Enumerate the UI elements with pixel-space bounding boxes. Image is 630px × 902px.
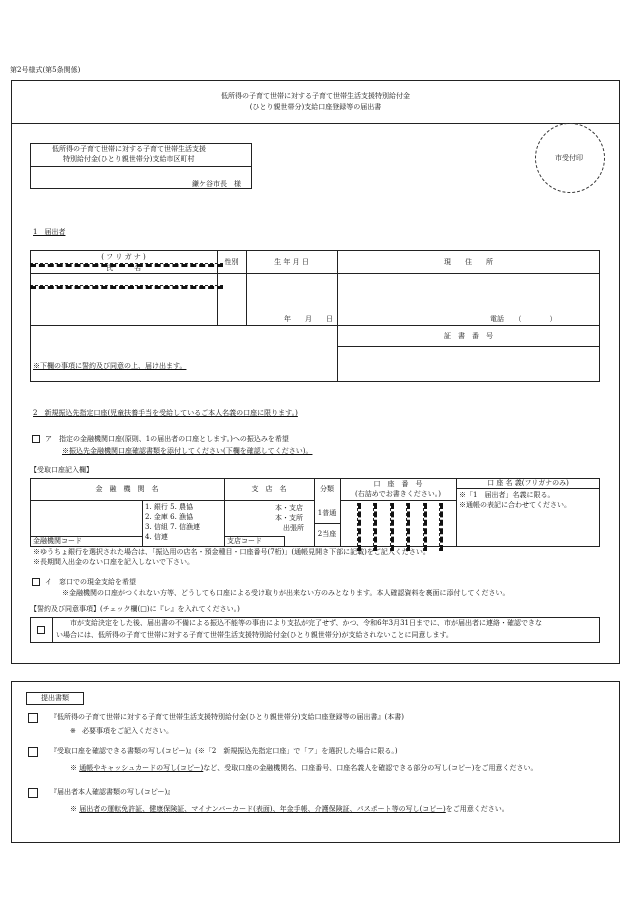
account-number-header-divider xyxy=(340,500,456,501)
applicant-row-divider xyxy=(30,325,600,326)
account-section-label: 【受取口座記入欄】 xyxy=(30,466,93,474)
oath-note: ※下欄の事項に誓約及び同意の上、届け出ます。 xyxy=(33,362,187,370)
addressee-line2: 特別給付金(ひとり親世帯分)支給市区町村 xyxy=(63,155,195,163)
col-number-subheader: (右詰めでお書きください。) xyxy=(355,490,441,498)
submission-item-3: 『届出者本人確認書類の写し(コピー)』 xyxy=(50,788,175,796)
submission-note-mark-1: ※ xyxy=(70,727,76,735)
submission-frame xyxy=(11,681,620,843)
account-holder-input[interactable] xyxy=(457,512,599,546)
gender-label: 性別 xyxy=(224,258,239,266)
submission-item-2: 『受取口座を確認できる書類の写し(コピー)』(※「2 新規振込先指定口座」で「ア」を選択した場合に限る。) xyxy=(50,747,398,755)
form-number: 第2号様式(第5条関係) xyxy=(10,66,81,74)
submission-note-underlined-2: 通帳やキャッシュカードの写し(コピー) xyxy=(79,764,204,772)
address-input[interactable] xyxy=(338,274,599,324)
cert-number-input[interactable] xyxy=(338,347,599,381)
holder-note2: ※通帳の表記に合わせてください。 xyxy=(459,501,571,509)
branch-code-right xyxy=(284,536,285,547)
submission-checkbox-2[interactable] xyxy=(28,747,38,757)
type-divider xyxy=(314,523,340,524)
name-header-divider xyxy=(30,273,217,274)
type-option-2: 2当座 xyxy=(317,530,337,538)
digit-divider xyxy=(390,503,394,551)
branch-name-input[interactable] xyxy=(225,501,273,535)
branch-code-label: 支店コード xyxy=(227,537,262,545)
note-dormant: ※長期間入出金のない口座を記入しないで下さい。 xyxy=(33,558,194,566)
addressee-mayor: 鎌ケ谷市長 様 xyxy=(192,180,241,188)
submission-note-rest-2: など、受取口座の金融機関名、口座番号、口座名義人を確認できる部分の写し(コピー)をご用意ください。 xyxy=(203,764,538,772)
address-label: 現 住 所 xyxy=(444,258,493,266)
option-a-label: ア 指定の金融機関口座(原則、1の届出者の口座とします。)への振込みを希望 xyxy=(45,435,289,443)
submission-checkbox-1[interactable] xyxy=(28,713,38,723)
col-number-header: 口 座 番 号 xyxy=(373,480,423,488)
col-holder-header: 口 座 名 義(フリガナのみ) xyxy=(487,479,569,487)
option-i-label: イ 窓口での現金支給を希望 xyxy=(45,578,136,586)
option-i-checkbox[interactable] xyxy=(32,578,40,586)
note-yucho: ※ゆうちょ銀行を選択された場合は、「振込用の店名・預金種目・口座番号(7桁)」(通帳見開き下部に記載)をご記入ください。 xyxy=(33,548,430,556)
bank-type-2: 2. 金庫 6. 漁協 xyxy=(145,513,194,521)
section1-heading: 1 届出者 xyxy=(33,228,66,236)
dob-placeholder: 年 月 日 xyxy=(284,315,333,323)
consent-heading: 【誓約及び同意事項】(チェック欄(□)に『レ』を入れてください。) xyxy=(30,605,240,613)
bank-type-3: 3. 信組 7. 信漁連 xyxy=(145,523,201,531)
furigana-label: ( フ リ ガ ナ ) xyxy=(101,253,146,261)
account-col3 xyxy=(340,478,341,547)
submission-note-1: 必要事項をご記入ください。 xyxy=(82,727,173,735)
title-divider xyxy=(11,123,620,124)
submission-note-underlined-3: 届出者の運転免許証、健康保険証、マイナンバーカード(表面)、年金手帳、介護保険証、パスポート等の写し(コピー) xyxy=(79,805,446,813)
name-label: 氏 名 xyxy=(106,264,141,272)
submission-item-1: 『低所得の子育て世帯に対する子育て世帯生活支援特別給付金(ひとり親世帯分)支給口座登録等の届出書』(本書) xyxy=(50,713,404,721)
phone-label: 電話 （ ） xyxy=(490,315,557,323)
cert-number-label: 証 書 番 号 xyxy=(444,332,493,340)
name-input[interactable] xyxy=(31,286,216,324)
digit-divider xyxy=(357,503,361,551)
digit-divider xyxy=(439,503,443,551)
consent-line1: 市が支給決定をした後、届出書の不備による振込不能等の事由により支払が完了せず、かつ、令和6年3月31日までに、市が届出者に連絡・確認できな xyxy=(70,619,542,627)
branch-type-3: 出張所 xyxy=(283,524,304,532)
type-option-1: 1普通 xyxy=(317,509,337,517)
bank-type-divider xyxy=(142,500,143,547)
branch-type-1: 本・支店 xyxy=(275,504,303,512)
dob-input[interactable] xyxy=(247,274,336,324)
submission-checkbox-3[interactable] xyxy=(28,788,38,798)
bank-type-4: 4. 信連 xyxy=(145,533,168,541)
addressee-line1: 低所得の子育て世帯に対する子育て世帯生活支援 xyxy=(52,145,206,153)
bank-type-1: 1. 銀行 5. 農協 xyxy=(145,503,194,511)
form-title-line2: (ひとり親世帯分)支給口座登録等の届出書 xyxy=(249,103,382,111)
stamp-label: 市受付印 xyxy=(555,154,583,162)
form-title-line1: 低所得の子育て世帯に対する子育て世帯生活支援特別給付金 xyxy=(221,92,410,100)
col-type-header: 分類 xyxy=(320,485,334,493)
option-a-note: ※振込先金融機関口座確認書類を添付してください(下欄を確認してください)。 xyxy=(62,447,313,455)
holder-note1: ※「1 届出者」名義に限る。 xyxy=(459,491,555,499)
submission-note-2 xyxy=(70,765,537,772)
bank-name-input[interactable] xyxy=(31,501,141,535)
submission-note-3 xyxy=(70,806,509,813)
digit-divider xyxy=(423,503,427,551)
consent-checkbox[interactable] xyxy=(37,626,45,634)
digit-divider xyxy=(406,503,410,551)
col-branch-header: 支 店 名 xyxy=(251,485,287,493)
consent-line2: い場合には、低所得の子育て世帯に対する子育て世帯生活支援特別給付金(ひとり親世帯分)が支給されないことに同意します。 xyxy=(56,631,453,639)
branch-type-2: 本・支所 xyxy=(275,514,303,522)
consent-divider xyxy=(52,617,53,643)
submission-note-mark-2: ※ xyxy=(70,764,77,772)
submission-title: 提出書類 xyxy=(41,694,69,702)
dob-label: 生 年 月 日 xyxy=(274,258,309,266)
option-a-checkbox[interactable] xyxy=(32,435,40,443)
submission-note-rest-3: をご用意ください。 xyxy=(445,805,509,813)
bank-code-label: 金融機関コード xyxy=(33,537,82,545)
holder-header-divider xyxy=(456,488,600,489)
addressee-divider xyxy=(30,166,252,167)
gender-input[interactable] xyxy=(218,274,245,324)
option-i-note: ※金融機関の口座がつくれない方等、どうしても口座による受け取りが出来ない方のみとなります。本人確認資料を裏面に添付してください。 xyxy=(62,589,510,597)
col-bank-header: 金 融 機 関 名 xyxy=(95,485,159,493)
section2-heading: 2 新規振込先指定口座(児童扶養手当を受給しているご本人名義の口座に限ります。) xyxy=(33,409,298,417)
submission-note-mark-3: ※ xyxy=(70,805,77,813)
digit-divider xyxy=(373,503,377,551)
